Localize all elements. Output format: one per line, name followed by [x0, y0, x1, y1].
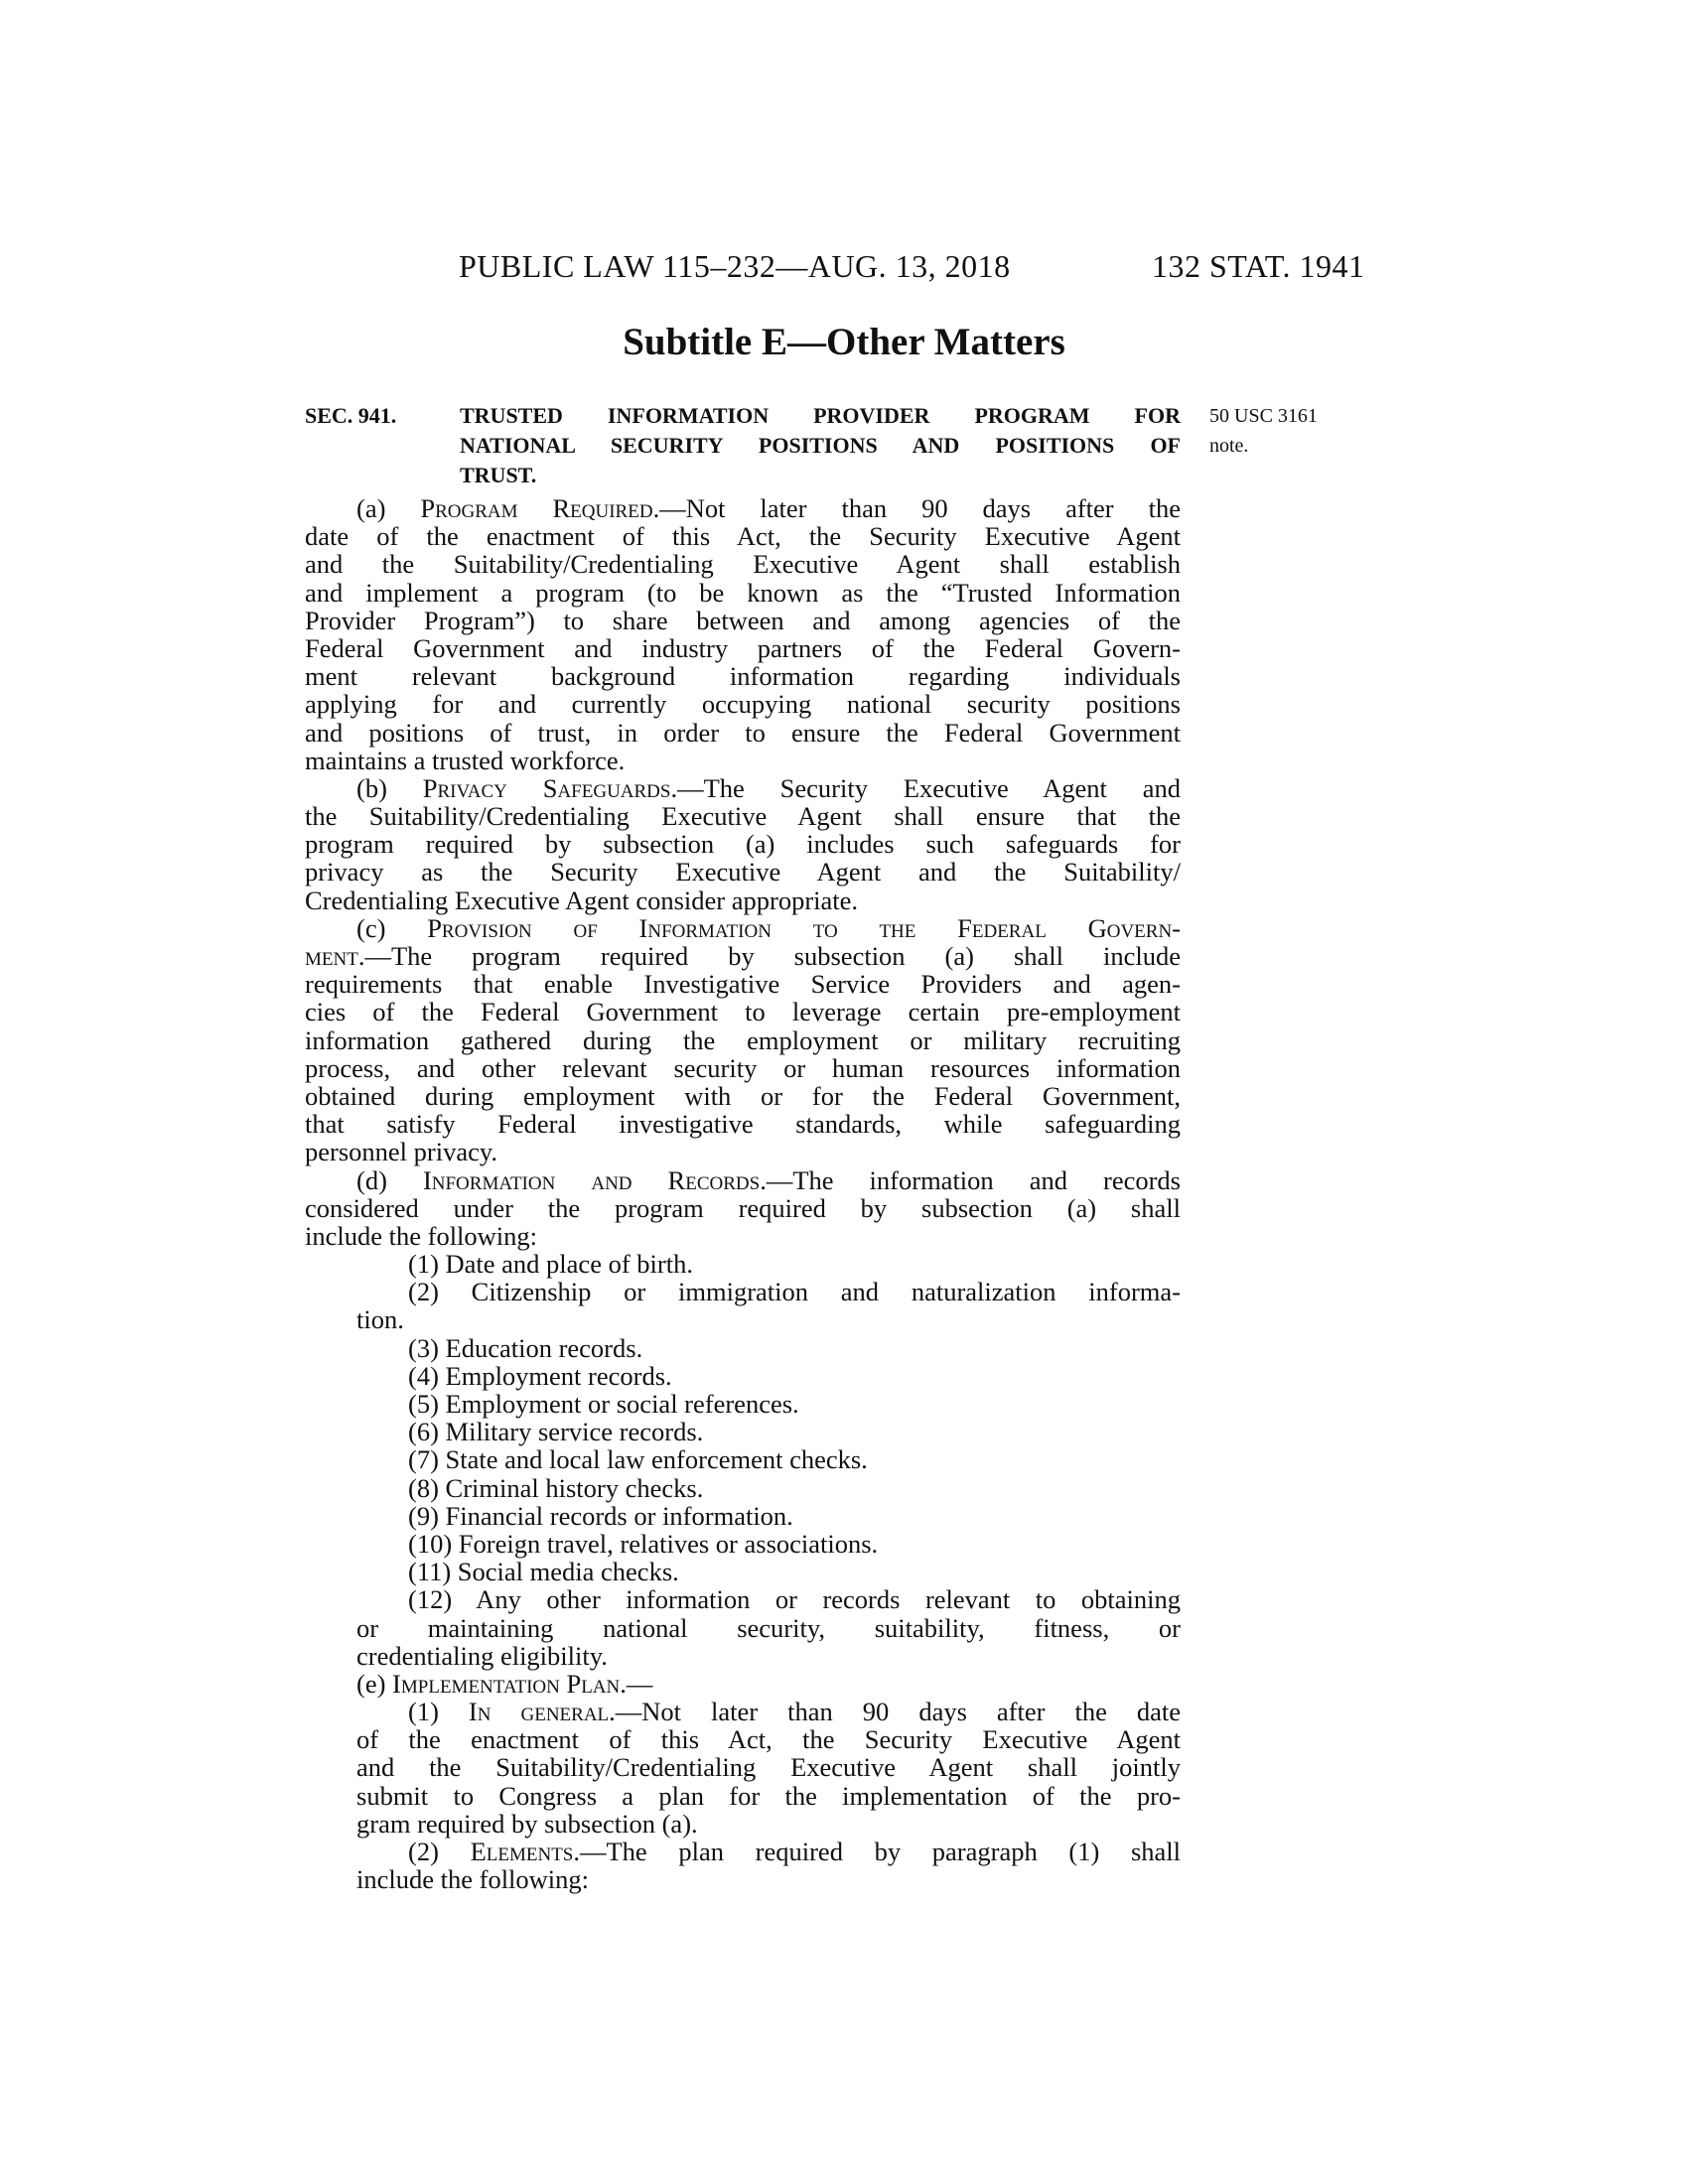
- line-text: (a): [356, 493, 421, 523]
- line-text: and the Suitability/Credentialing Executive Agent shall establish: [305, 549, 1181, 580]
- line-text: cies of the Federal Government to leverage certain pre-employment: [305, 997, 1181, 1027]
- line-text: (3) Education records.: [408, 1332, 643, 1363]
- body-line: [305, 1865, 1181, 1893]
- body-line: [305, 1725, 1181, 1753]
- body-line: [305, 494, 1181, 522]
- line-text: ment relevant background information regarding individuals: [305, 661, 1181, 692]
- body-line: [305, 802, 1181, 830]
- line-text: or maintaining national security, suitability, fitness, or: [356, 1612, 1181, 1643]
- line-text: (c): [356, 912, 428, 943]
- line-text: information gathered during the employment or military recruiting: [305, 1024, 1181, 1055]
- body-line: [305, 1782, 1181, 1810]
- body-line: [305, 607, 1181, 634]
- line-text: (1): [408, 1697, 469, 1727]
- body-line: [305, 914, 1181, 942]
- line-text: .—Not later than 90 days after the date: [609, 1697, 1181, 1727]
- line-text: .—The plan required by paragraph (1) shall: [573, 1837, 1181, 1866]
- body-line: [305, 1222, 1181, 1250]
- body-line: [305, 1558, 1181, 1585]
- body-line: [305, 774, 1181, 802]
- line-text: .—The Security Executive Agent and: [670, 772, 1181, 803]
- line-text: .—: [620, 1668, 653, 1699]
- line-text: (8) Criminal history checks.: [408, 1472, 704, 1503]
- body-line: [305, 1194, 1181, 1222]
- line-text: process, and other relevant security or human resources information: [305, 1052, 1181, 1083]
- body-line: [305, 1110, 1181, 1138]
- small-caps-heading: Program Required: [420, 493, 653, 523]
- running-header-stat: 132 STAT. 1941: [1152, 248, 1365, 284]
- small-caps-heading: Implementation Plan: [392, 1668, 621, 1699]
- line-text: submit to Congress a plan for the implementation of the pro-: [356, 1780, 1181, 1811]
- body-line: [305, 1698, 1181, 1725]
- body-line: [305, 550, 1181, 578]
- body-line: [305, 1585, 1181, 1613]
- body-line: [305, 970, 1181, 998]
- line-text: (12) Any other information or records relevant to obtaining: [408, 1584, 1181, 1615]
- section-number: SEC. 941.: [305, 403, 397, 428]
- line-text: (10) Foreign travel, relatives or associations.: [408, 1528, 879, 1559]
- body-line: [305, 998, 1181, 1025]
- line-text: Provider Program”) to share between and among agencies of the: [305, 605, 1181, 635]
- section-heading-row-3: [305, 461, 1181, 490]
- body-line: [305, 1502, 1181, 1530]
- small-caps-heading: Privacy Safeguards: [422, 772, 671, 803]
- body-line: [305, 1753, 1181, 1781]
- line-text: and the Suitability/Credentialing Executive Agent shall jointly: [356, 1752, 1181, 1783]
- body-line: [305, 1642, 1181, 1670]
- line-text: obtained during employment with or for the Federal Government,: [305, 1080, 1181, 1111]
- body-line: [305, 522, 1181, 550]
- line-text: Federal Government and industry partners of the Federal Govern-: [305, 632, 1181, 663]
- line-text: (5) Employment or social references.: [408, 1389, 799, 1419]
- body-line: [305, 1418, 1181, 1445]
- section-heading-row-1: [305, 401, 1181, 431]
- line-text: (6) Military service records.: [408, 1417, 704, 1447]
- body-line: [305, 1334, 1181, 1362]
- section-heading: [305, 401, 1181, 490]
- small-caps-heading: ment: [305, 941, 358, 971]
- line-text: that satisfy Federal investigative standards, while safeguarding: [305, 1109, 1181, 1140]
- line-text: applying for and currently occupying national security positions: [305, 689, 1181, 720]
- subtitle-heading: Subtitle E—Other Matters: [623, 321, 1065, 363]
- body-line: [305, 1670, 1181, 1698]
- body-line: [305, 1138, 1181, 1165]
- margin-note-label: note.: [1209, 435, 1249, 457]
- body-line: [305, 719, 1181, 747]
- line-text: include the following:: [305, 1220, 538, 1251]
- line-text: (7) State and local law enforcement checks.: [408, 1444, 868, 1475]
- line-text: Credentialing Executive Agent consider appropriate.: [305, 885, 859, 915]
- body-line: [305, 747, 1181, 774]
- line-text: (4) Employment records.: [408, 1360, 672, 1391]
- line-text: requirements that enable Investigative Service Providers and agen-: [305, 969, 1181, 1000]
- body-line: [305, 579, 1181, 607]
- body-line: [305, 690, 1181, 718]
- margin-note: [1209, 401, 1318, 461]
- section-title-line-2: NATIONAL SECURITY POSITIONS AND POSITIONS OF: [460, 433, 1181, 458]
- body-line: [305, 1838, 1181, 1865]
- body-line: [305, 1054, 1181, 1082]
- line-text: privacy as the Security Executive Agent and the Suitability/: [305, 857, 1181, 887]
- small-caps-heading: Information and Records: [422, 1164, 761, 1195]
- line-text: (2) Citizenship or immigration and naturalization informa-: [408, 1277, 1181, 1307]
- body-line: [305, 1278, 1181, 1305]
- body-line: [305, 1810, 1181, 1838]
- line-text: and positions of trust, in order to ensure the Federal Government: [305, 717, 1181, 748]
- line-text: (9) Financial records or information.: [408, 1500, 793, 1531]
- section-body-text: [305, 494, 1181, 1893]
- line-text: (11) Social media checks.: [408, 1557, 679, 1587]
- line-text: include the following:: [356, 1864, 590, 1895]
- line-text: credentialing eligibility.: [356, 1640, 608, 1671]
- body-line: [305, 887, 1181, 914]
- running-header-law: PUBLIC LAW 115–232—AUG. 13, 2018: [459, 248, 1011, 284]
- line-text: tion.: [356, 1304, 404, 1335]
- body-line: [305, 662, 1181, 690]
- line-text: (b): [356, 772, 423, 803]
- body-line: [305, 1305, 1181, 1333]
- line-text: date of the enactment of this Act, the Security Executive Agent: [305, 521, 1181, 552]
- small-caps-heading: In general: [468, 1697, 610, 1727]
- section-title-line-1: TRUSTED INFORMATION PROVIDER PROGRAM FOR: [460, 403, 1181, 428]
- body-line: [305, 942, 1181, 970]
- line-text: of the enactment of this Act, the Security Executive Agent: [356, 1724, 1181, 1755]
- body-line: [305, 1614, 1181, 1642]
- body-line: [305, 1474, 1181, 1502]
- body-line: [305, 1166, 1181, 1194]
- line-text: personnel privacy.: [305, 1137, 498, 1167]
- line-text: program required by subsection (a) includes such safeguards for: [305, 829, 1181, 860]
- body-line: [305, 1362, 1181, 1390]
- body-line: [305, 634, 1181, 662]
- section-title-line-3: TRUST.: [460, 463, 537, 487]
- line-text: maintains a trusted workforce.: [305, 745, 626, 775]
- body-line: [305, 1445, 1181, 1473]
- body-line: [305, 1082, 1181, 1110]
- section-heading-row-2: [305, 431, 1181, 461]
- line-text: .—The program required by subsection (a) shall include: [357, 941, 1181, 971]
- small-caps-heading: Provision of Information to the Federal Govern-: [427, 912, 1181, 943]
- body-line: [305, 1026, 1181, 1054]
- line-text: .—Not later than 90 days after the: [652, 493, 1181, 523]
- body-line: [305, 858, 1181, 886]
- line-text: (d): [356, 1164, 423, 1195]
- body-line: [305, 1250, 1181, 1278]
- small-caps-heading: Elements: [470, 1837, 574, 1866]
- line-text: gram required by subsection (a).: [356, 1808, 698, 1839]
- line-text: the Suitability/Credentialing Executive Agent shall ensure that the: [305, 801, 1181, 832]
- margin-note-citation: 50 USC 3161: [1209, 405, 1318, 427]
- line-text: (1) Date and place of birth.: [408, 1249, 693, 1280]
- line-text: .—The information and records: [760, 1164, 1181, 1195]
- line-text: (e): [356, 1668, 393, 1699]
- body-line: [305, 1530, 1181, 1558]
- body-line: [305, 1390, 1181, 1418]
- line-text: (2): [408, 1837, 471, 1866]
- line-text: and implement a program (to be known as the “Trusted Information: [305, 577, 1181, 608]
- body-line: [305, 830, 1181, 858]
- line-text: considered under the program required by subsection (a) shall: [305, 1192, 1181, 1223]
